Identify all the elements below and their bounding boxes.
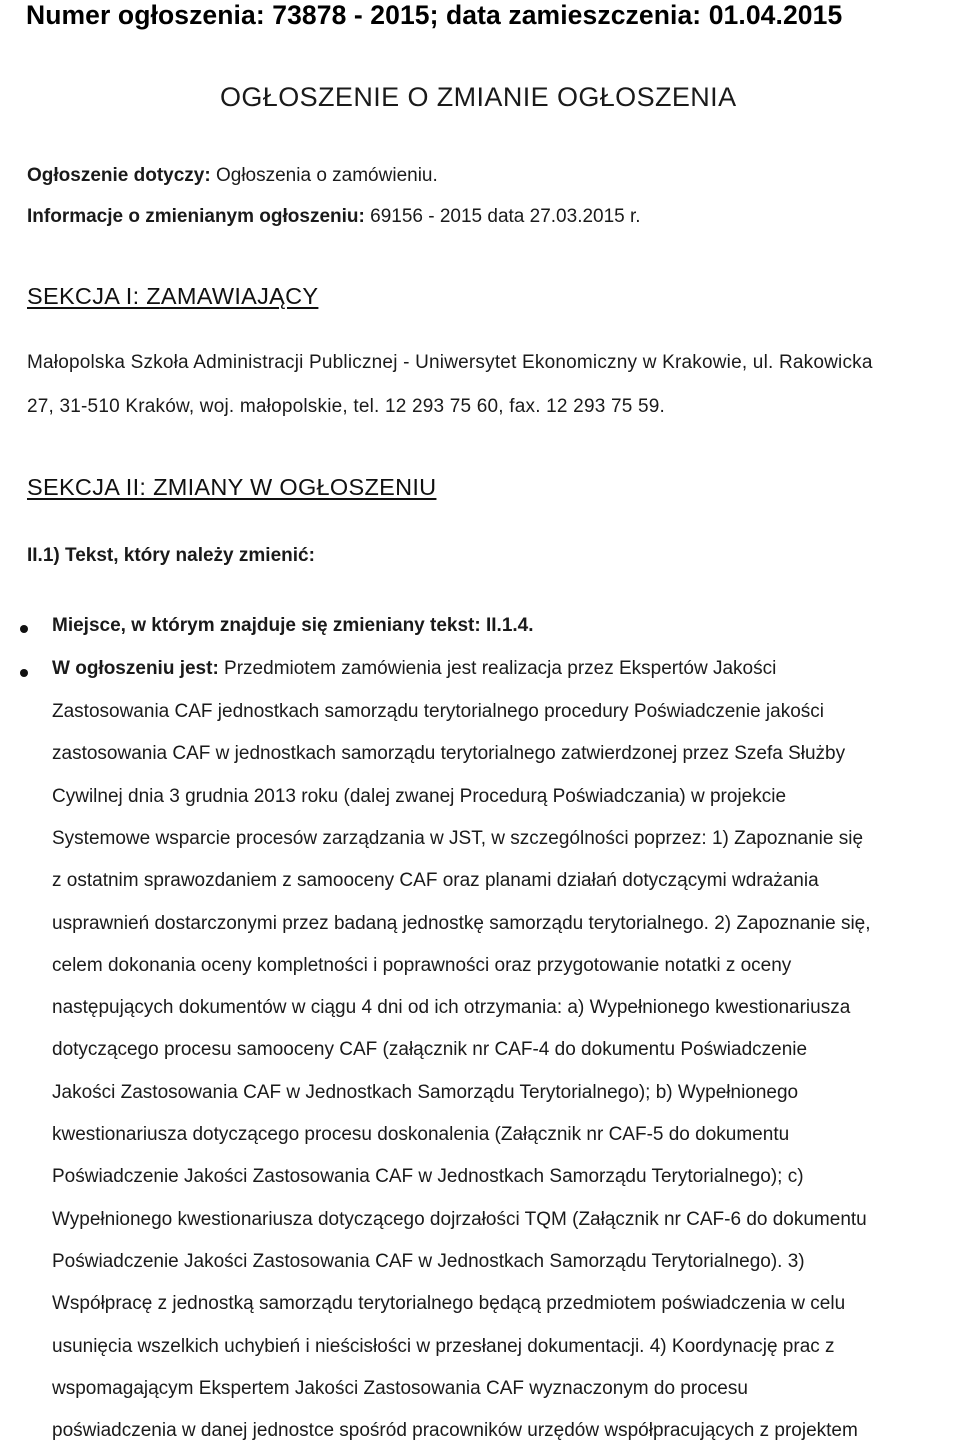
contracting-authority-line: Małopolska Szkoła Administracji Publicznej - Uniwersytet Ekonomiczny w Krakowie, ul. Rakowicka [27, 352, 873, 373]
current-text-line: Poświadczenie Jakości Zastosowania CAF w Jednostkach Samorządu Terytorialnego); c) [52, 1166, 804, 1187]
info-line-concerns [27, 165, 438, 187]
location-text: Miejsce, w którym znajduje się zmieniany tekst: II.1.4. [52, 615, 534, 636]
info-value: Ogłoszenia o zamówieniu. [210, 165, 438, 186]
current-text-line: kwestionariusza dotyczącego procesu doskonalenia (Załącznik nr CAF-5 do dokumentu [52, 1124, 790, 1145]
current-text-line: Wypełnionego kwestionariusza dotyczącego dojrzałości TQM (Załącznik nr CAF-6 do dokumentu [52, 1209, 867, 1230]
bullet-icon [20, 669, 28, 677]
info-label: Ogłoszenie dotyczy: [27, 165, 211, 186]
document-title: OGŁOSZENIE O ZMIANIE OGŁOSZENIA [220, 82, 737, 112]
current-text-value: Przedmiotem zamówienia jest realizacja przez Ekspertów Jakości [218, 658, 777, 679]
contracting-authority-line: 27, 31-510 Kraków, woj. małopolskie, tel. 12 293 75 60, fax. 12 293 75 59. [27, 396, 665, 417]
info-label: Informacje o zmienianym ogłoszeniu: [27, 206, 365, 227]
current-text-line: Współpracę z jednostką samorządu terytorialnego będącą przedmiotem poświadczenia w celu [52, 1293, 846, 1314]
current-text-line: Poświadczenie Jakości Zastosowania CAF w Jednostkach Samorządu Terytorialnego). 3) [52, 1251, 805, 1272]
current-text-line: Systemowe wsparcie procesów zarządzania w JST, w szczególności poprzez: 1) Zapoznanie się [52, 828, 864, 849]
bullet-current-text-line [52, 658, 776, 680]
info-value: 69156 - 2015 data 27.03.2015 r. [364, 206, 641, 227]
current-text-line: usprawnień dostarczonymi przez badaną jednostkę samorządu terytorialnego. 2) Zapoznanie się, [52, 913, 871, 934]
current-text-line: dotyczącego procesu samooceny CAF (załącznik nr CAF-4 do dokumentu Poświadczenie [52, 1039, 808, 1060]
announcement-number-header: Numer ogłoszenia: 73878 - 2015; data zamieszczenia: 01.04.2015 [26, 0, 843, 30]
current-text-line: Jakości Zastosowania CAF w Jednostkach Samorządu Terytorialnego); b) Wypełnionego [52, 1082, 799, 1103]
current-text-line: wspomagającym Ekspertem Jakości Zastosowania CAF wyznaczonym do procesu [52, 1378, 748, 1399]
current-text-line: Zastosowania CAF jednostkach samorządu terytorialnego procedury Poświadczenie jakości [52, 701, 824, 722]
current-text-line: usunięcia wszelkich uchybień i nieścisłości w przesłanej dokumentacji. 4) Koordynację prac z [52, 1336, 835, 1357]
current-text-line: z ostatnim sprawozdaniem z samooceny CAF oraz planami działań dotyczącymi wdrażania [52, 870, 819, 891]
info-line-changed-notice [27, 206, 641, 228]
section-2-heading: SEKCJA II: ZMIANY W OGŁOSZENIU [27, 474, 437, 500]
current-text-line: celem dokonania oceny kompletności i poprawności oraz przygotowanie notatki z oceny [52, 955, 792, 976]
current-text-line: zastosowania CAF w jednostkach samorządu terytorialnego zatwierdzonej przez Szefa Służby [52, 743, 846, 764]
bullet-icon [20, 625, 28, 633]
bullet-location-text [52, 615, 534, 637]
current-text-label: W ogłoszeniu jest: [52, 658, 219, 679]
current-text-line: następujących dokumentów w ciągu 4 dni od ich otrzymania: a) Wypełnionego kwestionariusza [52, 997, 851, 1018]
section-1-heading: SEKCJA I: ZAMAWIAJĄCY [27, 283, 319, 309]
current-text-line: poświadczenia w danej jednostce spośród pracowników urzędów współpracujących z projektem [52, 1420, 858, 1441]
subsection-heading: II.1) Tekst, który należy zmienić: [27, 545, 315, 566]
current-text-line: Cywilnej dnia 3 grudnia 2013 roku (dalej zwanej Procedurą Poświadczania) w projekcie [52, 786, 787, 807]
